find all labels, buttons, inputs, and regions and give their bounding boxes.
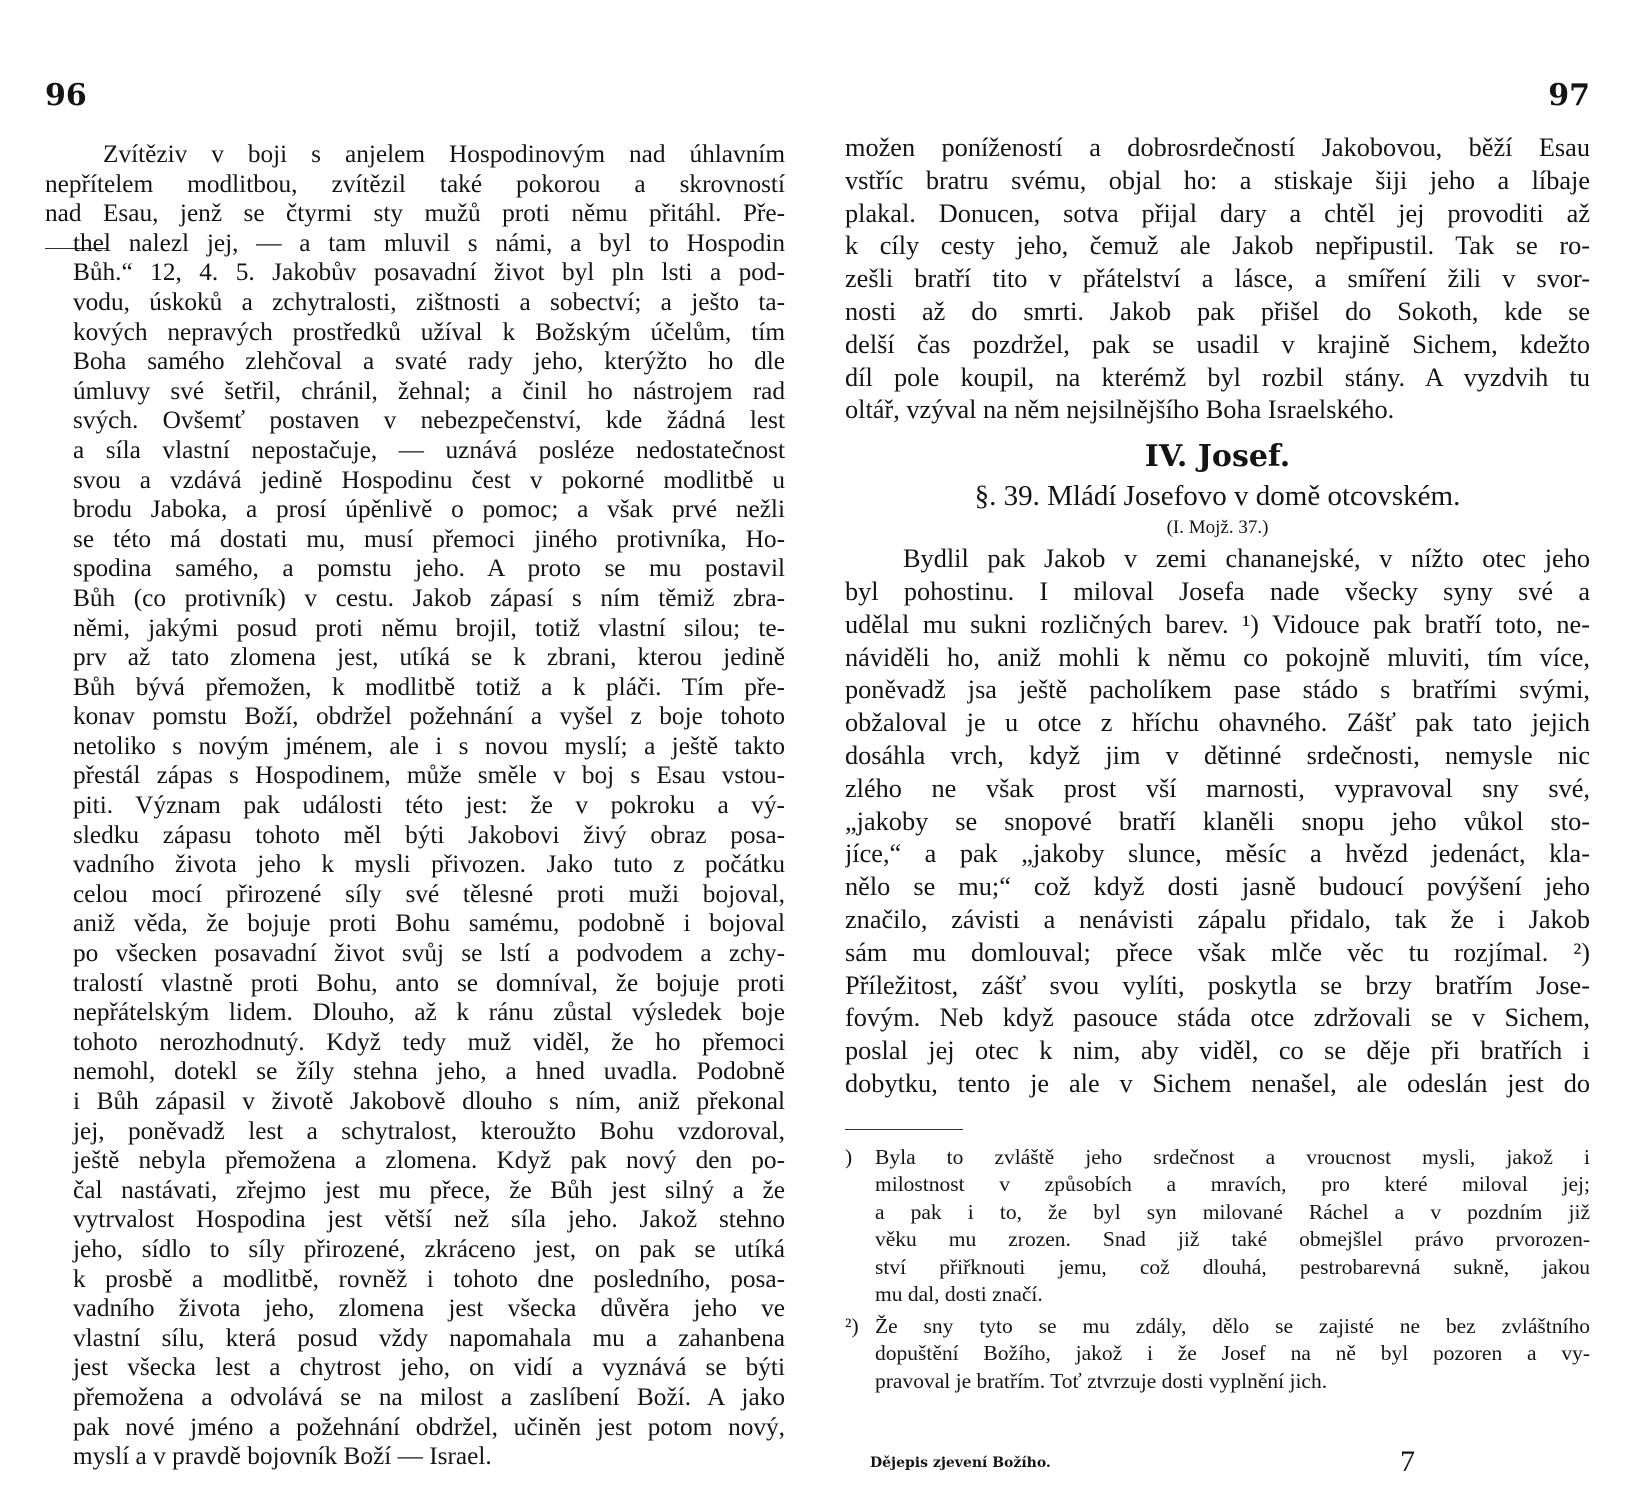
text-line: náviděli ho, aniž mohli k němu co pokojně mluviti, tím více, bbox=[845, 642, 1590, 672]
footnote-1 bbox=[845, 1144, 1590, 1309]
text-line: prv až tato zlomena jest, utíká se k zbrani, kterou jedině bbox=[73, 643, 785, 672]
footnote-line: pravoval je bratřím. Toť ztvrzuje dosti vyplnění jich. bbox=[875, 1368, 1328, 1393]
text-line: poněvadž jsa ještě pacholíkem pase stádo s bratřími svými, bbox=[845, 675, 1590, 705]
text-line: k prosbě a modlitbě, rovněž i tohoto dne posledního, posa- bbox=[73, 1264, 785, 1293]
footnote-mark: ²) bbox=[845, 1313, 859, 1338]
section-reference: (I. Mojž. 37.) bbox=[1166, 517, 1269, 539]
text-line: vadního života jeho k mysli přivozen. Jako tuto z počátku bbox=[73, 850, 785, 879]
text-line: oltář, vzýval na něm nejsilnějšího Boha Israelského. bbox=[845, 395, 1395, 425]
footnote-line: a pak i to, že byl syn milované Ráchel a v pozdním již bbox=[875, 1199, 1590, 1224]
text-line: spodina samého, a pomstu jeho. A proto se mu postavil bbox=[73, 554, 785, 583]
text-line: jej, poněvadž lest a schytralost, kteroužto Bohu vzdoroval, bbox=[73, 1116, 785, 1145]
text-line: konav pomstu Boží, obdržel požehnání a vyšel z boje tohoto bbox=[73, 702, 785, 731]
printer-signature bbox=[845, 1445, 1590, 1478]
footnote-divider bbox=[845, 1129, 963, 1130]
footnote-text: Byla to zvláště jeho srdečnost a vroucnost mysli, jakož i bbox=[875, 1144, 1590, 1169]
text-line: němi, jakými posud proti němu brojil, totiž vlastní silou; te- bbox=[73, 613, 785, 642]
part-heading: IV. Josef. bbox=[1144, 439, 1291, 475]
text-line: fovým. Neb když pasouce stáda otce zdržovali se v Sichem, bbox=[845, 1003, 1590, 1033]
text-line: brodu Jaboka, a prosí úpěnlivě o pomoc; a však prvé nežli bbox=[73, 495, 785, 524]
text-line: Bůh bývá přemožen, k modlitbě totiž a k pláči. Tím pře- bbox=[73, 672, 785, 701]
text-line: piti. Význam pak události této jest: že v pokroku a vý- bbox=[73, 791, 785, 820]
text-line: nělo se mu;“ což když dosti jasně budoucí povýšení jeho bbox=[845, 872, 1590, 902]
text-line: přestál zápas s Hospodinem, může směle v boj s Esau vstou- bbox=[73, 761, 785, 790]
text-line: vstříc bratru svému, objal ho: a stiskaje šiji jeho a líbaje bbox=[845, 165, 1590, 195]
text-line: Příležitost, zášť svou vylíti, poskytla se brzy bratřím Jose- bbox=[845, 970, 1590, 1000]
text-line: zlého ne však prost vší marnosti, vypravoval sny své, bbox=[845, 773, 1590, 803]
footnote-line: mu dal, dosti značí. bbox=[875, 1282, 1043, 1307]
text-line: byl pohostinu. I miloval Josefa nade všecky syny své a bbox=[845, 576, 1590, 606]
text-line: poslal jej otec k nim, aby viděl, co se děje při bratřích i bbox=[845, 1036, 1590, 1066]
footnote-line: dopuštění Božího, jakož i že Josef na ně byl pozoren a vy- bbox=[875, 1341, 1590, 1366]
footnote-line bbox=[845, 1144, 1590, 1172]
text-line: Bůh (co protivník) v cestu. Jakob zápasí s ním těmiž zbra- bbox=[73, 583, 785, 612]
text-line: čal nastávati, zřejmo jest mu přece, že Bůh jest silný a že bbox=[73, 1175, 785, 1204]
text-line: ještě nebyla přemožena a zlomena. Když pak nový den po- bbox=[73, 1146, 785, 1175]
text-line: kových nepravých prostředků užíval k Božským účelům, tím bbox=[73, 317, 785, 346]
text-line: netoliko s novým jménem, ale i s novou myslí; a ještě takto bbox=[73, 731, 785, 760]
text-line: celou mocí přirozené síly své tělesné proti muži bojoval, bbox=[73, 879, 785, 908]
text-line: jest všecka lest a chytrost jeho, on vidí a vyznává se býti bbox=[73, 1353, 785, 1382]
text-line: úmluvy své šetřil, chránil, žehnal; a činil ho nástrojem rad bbox=[73, 376, 785, 405]
text-line: myslí a v pravdě bojovník Boží — Israel. bbox=[73, 1442, 492, 1471]
footnote-line: věku mu zrozen. Snad již také obmejšlel právo prvorozen- bbox=[875, 1227, 1590, 1252]
text-line: vodu, úskoků a zchytralosti, zištnosti a sobectví; a ješto ta- bbox=[73, 287, 785, 316]
text-line: jíce,“ a pak „jakoby slunce, měsíc a hvězd jedenáct, kla- bbox=[845, 839, 1590, 869]
text-line: vadního života jeho, zlomena jest všecka důvěra jeho ve bbox=[73, 1294, 785, 1323]
text-line: vytrvalost Hospodina jest větší než síla jeho. Jakož stehno bbox=[73, 1205, 785, 1234]
text-line: Zvítěziv v boji s anjelem Hospodinovým nad úhlavním bbox=[103, 140, 785, 168]
text-line: dosáhla vrch, když jim v dětinné srdečnosti, nemysle nic bbox=[845, 740, 1590, 770]
page-number: 96 bbox=[45, 78, 87, 113]
text-line: nepřátelským lidem. Dlouho, až k ránu zůstal výsledek boje bbox=[73, 998, 785, 1027]
text-line: plakal. Donucen, sotva přijal dary a chtěl jej provoditi až bbox=[845, 198, 1590, 228]
text-line: se této má dostati mu, musí přemoci jiného protivníka, Ho- bbox=[73, 524, 785, 553]
text-line: i Bůh zápasil v životě Jakobově dlouho s ním, aniž překonal bbox=[73, 1087, 785, 1115]
text-line: Boha samého zlehčoval a svaté rady jeho, kterýžto ho dle bbox=[73, 347, 785, 376]
body-text bbox=[45, 140, 785, 1472]
signature-number: 7 bbox=[1400, 1445, 1415, 1478]
text-line: jeho, sídlo to síly přirozené, zkráceno jest, on pak se utíká bbox=[73, 1234, 785, 1263]
text-line: delší čas pozdržel, pak se usadil v krajině Sichem, kdežto bbox=[845, 329, 1590, 359]
text-line: obžaloval je u otce z hříchu ohavného. Zášť pak tato jejich bbox=[845, 708, 1590, 738]
text-line: možen ponížeností a dobrosrdečností Jakobovou, běží Esau bbox=[845, 133, 1590, 162]
footnote-text: Že sny tyto se mu zdály, dělo se zajisté ne bez zvláštního bbox=[875, 1313, 1590, 1338]
text-line: přemožena a odvolává se na milost a zaslíbení Boží. A jako bbox=[73, 1382, 785, 1411]
text-line: thel nalezl jej, — a tam mluvil s námi, a byl to Hospodin bbox=[73, 228, 785, 257]
text-line: vlastní sílu, která posud vždy napomahala mu a zahanbena bbox=[73, 1323, 785, 1352]
section-heading: §. 39. Mládí Josefovo v domě otcovském. bbox=[974, 480, 1461, 513]
text-line: k cíly cesty jeho, čemuž ale Jakob nepřipustil. Tak se ro- bbox=[845, 231, 1590, 261]
footnote-2 bbox=[845, 1313, 1590, 1396]
text-line: svou a vzdává jedině Hospodinu čest v pokorné modlitbě u bbox=[73, 465, 785, 494]
footnote-line: ství přiřknouti jemu, což dlouhá, pestrobarevná sukně, jakou bbox=[875, 1254, 1590, 1279]
text-line: zešli bratří tito v přátelství a lásce, a smíření žili v svor- bbox=[845, 264, 1590, 294]
text-line: „jakoby se snopové bratří klaněli snopu jeho vůkol sto- bbox=[845, 806, 1590, 836]
text-line: nad Esau, jenž se čtyrmi sty mužů proti němu přitáhl. Pře- bbox=[45, 199, 785, 228]
footnote-line: milostnost v způsobích a mravích, pro které miloval jej; bbox=[875, 1172, 1590, 1197]
text-line: značilo, závisti a nenávisti zápalu přidalo, tak že i Jakob bbox=[845, 904, 1590, 934]
text-line: svých. Ovšemť postaven v nebezpečenství, kde žádná lest bbox=[73, 406, 785, 435]
text-line: a síla vlastní nepostačuje, — uznává posléze nedostatečnost bbox=[73, 435, 785, 464]
text-line: sledku zápasu tohoto měl býti Jakobovi živý obraz posa- bbox=[73, 820, 785, 849]
text-line: tralostí vlastně proti Bohu, anto se domníval, že bojuje proti bbox=[73, 968, 785, 997]
body-text bbox=[845, 132, 1590, 1395]
text-line: pak nové jméno a požehnání obdržel, učiněn jest potom nový, bbox=[73, 1412, 785, 1441]
text-line: po všecken posavadní život svůj se lstí a podvodem a zchy- bbox=[73, 939, 785, 968]
text-line: nemohl, dotekl se žíly stehna jeho, a hned uvadla. Podobně bbox=[73, 1057, 785, 1086]
footnote-mark: ) bbox=[845, 1144, 853, 1169]
text-line: tohoto nerozhodnutý. Když tedy muž viděl, že ho přemoci bbox=[73, 1027, 785, 1056]
text-line: díl pole koupil, na kterémž byl rozbil stány. A vyzdvih tu bbox=[845, 362, 1590, 392]
text-line: udělal mu sukni rozličných barev. ¹) Vidouce pak bratří toto, ne- bbox=[845, 609, 1590, 639]
text-line: nepřítelem modlitbou, zvítězil také pokorou a skrovností bbox=[45, 169, 785, 198]
text-line: sám mu domlouval; přece však mlče věc tu rozjímal. ²) bbox=[845, 937, 1590, 967]
text-line: Bůh.“ 12, 4. 5. Jakobův posavadní život byl pln lsti a pod- bbox=[73, 258, 785, 287]
page-number: 97 bbox=[1548, 78, 1590, 113]
text-line: aniž věda, že bojuje proti Bohu samému, podobně i bojoval bbox=[73, 909, 785, 938]
text-line: Bydlil pak Jakob v zemi chananejské, v nížto otec jeho bbox=[903, 544, 1590, 574]
text-line: dobytku, tento je ale v Sichem nenašel, ale odeslán jest do bbox=[845, 1068, 1590, 1098]
text-line: nosti až do smrti. Jakob pak přišel do Sokoth, kde se bbox=[845, 296, 1590, 326]
signature-title: Dějepis zjevení Božího. bbox=[870, 1455, 1051, 1471]
footnote-line bbox=[845, 1313, 1590, 1341]
